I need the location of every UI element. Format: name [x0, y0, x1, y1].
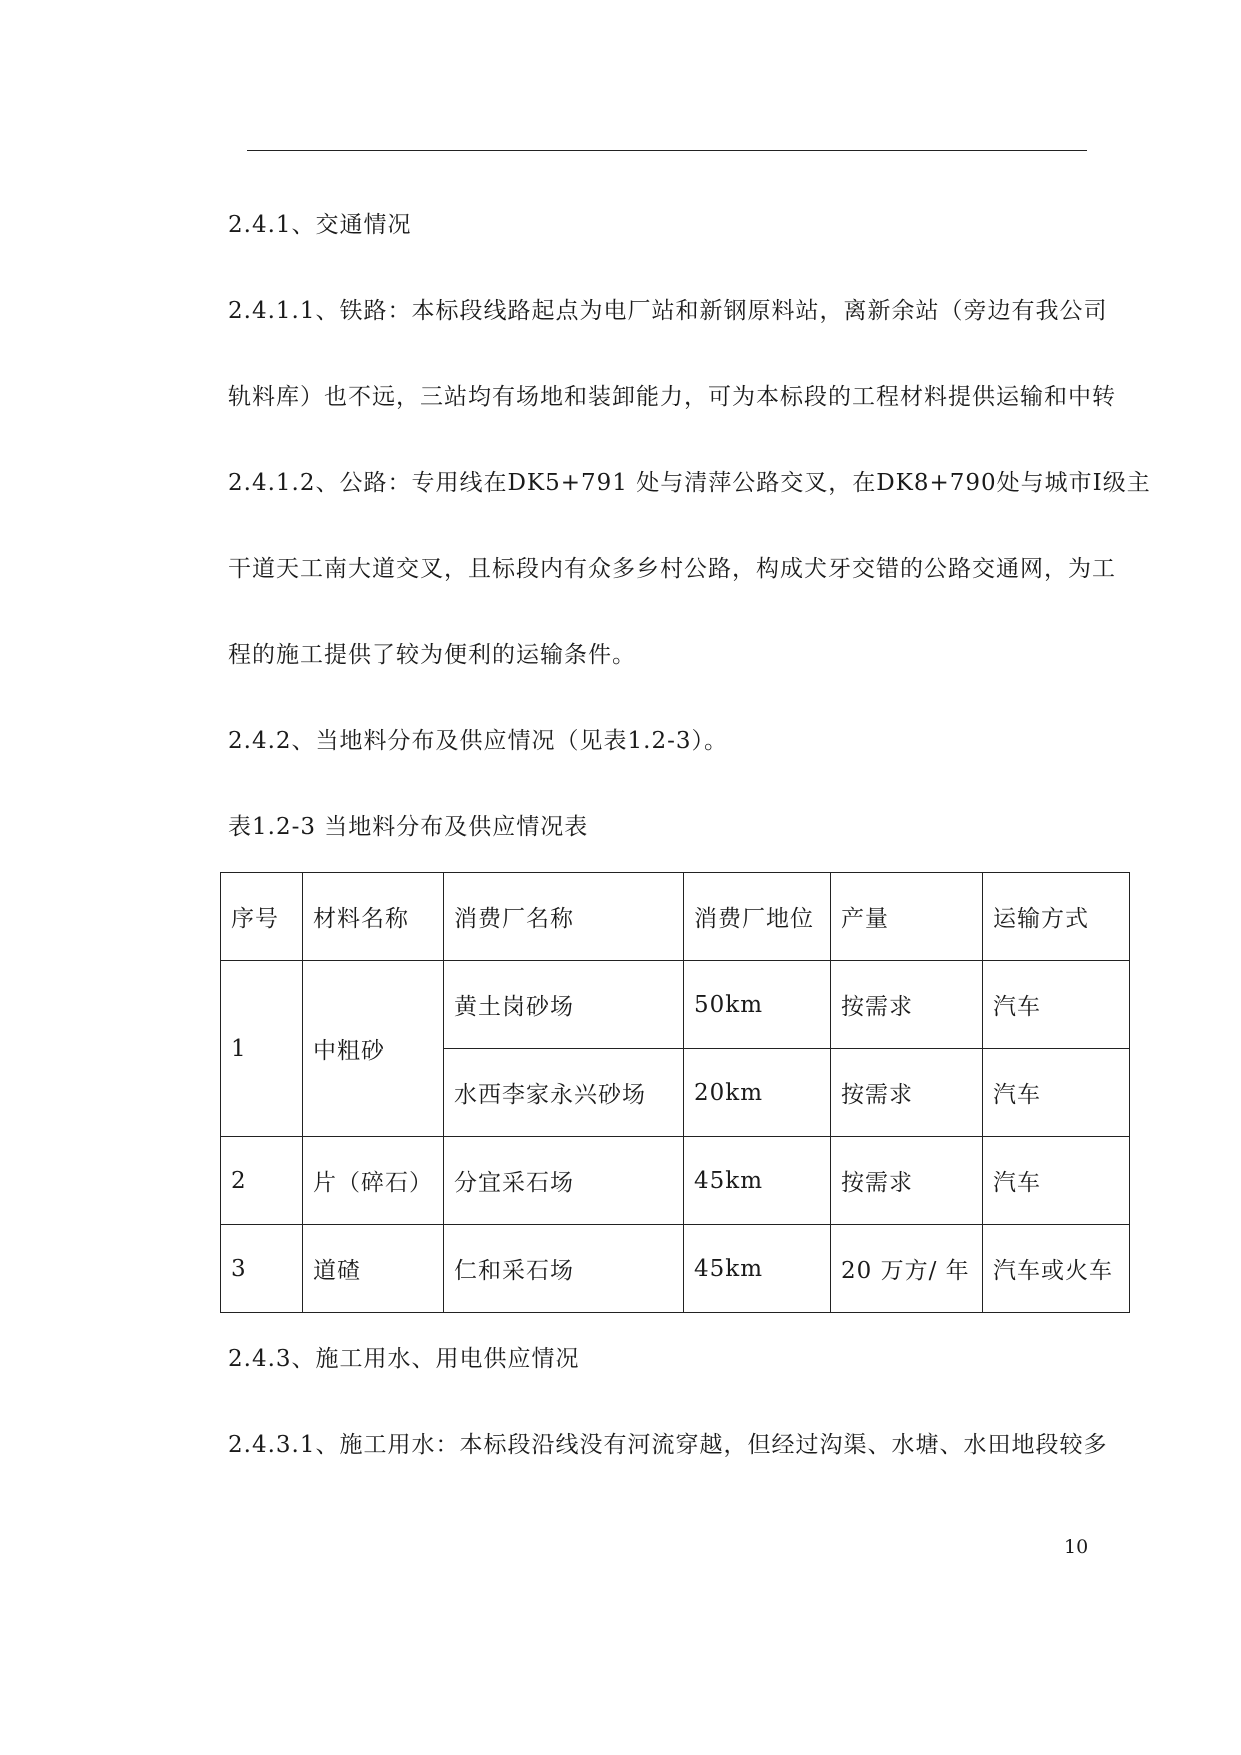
paragraph-highway-line-1: 2.4.1.2、公路：专用线在DK5+791 处与清萍公路交叉，在DK8+790处与城市Ⅰ级主 — [228, 470, 1151, 496]
table-row — [221, 1225, 1130, 1313]
cell-distance: 20km — [684, 1049, 831, 1137]
cell-no: 1 — [221, 961, 303, 1137]
paragraph-highway-line-3: 程的施工提供了较为便利的运输条件。 — [228, 642, 636, 668]
table-row — [221, 961, 1130, 1049]
table-caption: 表1.2-3 当地料分布及供应情况表 — [228, 814, 589, 840]
cell-output: 按需求 — [831, 1049, 983, 1137]
page-number: 10 — [1064, 1536, 1089, 1558]
cell-transport: 汽车 — [983, 1137, 1130, 1225]
cell-distance: 45km — [684, 1225, 831, 1313]
table-header-row — [221, 873, 1130, 961]
cell-material: 中粗砂 — [303, 961, 444, 1137]
cell-output: 按需求 — [831, 1137, 983, 1225]
material-supply-table — [220, 872, 1130, 1313]
cell-material: 片（碎石） — [303, 1137, 444, 1225]
header-cell-transport: 运输方式 — [983, 873, 1130, 961]
paragraph-railway-line-1: 2.4.1.1、铁路：本标段线路起点为电厂站和新钢原料站，离新余站（旁边有我公司 — [228, 298, 1108, 324]
cell-distance: 50km — [684, 961, 831, 1049]
cell-factory: 水西李家永兴砂场 — [444, 1049, 684, 1137]
heading-2-4-2: 2.4.2、当地料分布及供应情况（见表1.2-3）。 — [228, 728, 729, 754]
table-row — [221, 1137, 1130, 1225]
cell-factory: 分宜采石场 — [444, 1137, 684, 1225]
paragraph-water-line-1: 2.4.3.1、施工用水：本标段沿线没有河流穿越，但经过沟渠、水塘、水田地段较多 — [228, 1432, 1108, 1458]
header-cell-factory: 消费厂名称 — [444, 873, 684, 961]
cell-transport: 汽车 — [983, 1049, 1130, 1137]
header-cell-distance: 消费厂地位 — [684, 873, 831, 961]
cell-factory: 黄土岗砂场 — [444, 961, 684, 1049]
cell-no: 2 — [221, 1137, 303, 1225]
cell-output: 按需求 — [831, 961, 983, 1049]
cell-transport: 汽车或火车 — [983, 1225, 1130, 1313]
paragraph-highway-line-2: 干道天工南大道交叉，且标段内有众多乡村公路，构成犬牙交错的公路交通网，为工 — [228, 556, 1116, 582]
cell-material: 道碴 — [303, 1225, 444, 1313]
header-rule — [247, 150, 1087, 151]
paragraph-railway-line-2: 轨料库）也不远，三站均有场地和装卸能力，可为本标段的工程材料提供运输和中转 — [228, 384, 1116, 410]
cell-distance: 45km — [684, 1137, 831, 1225]
header-cell-material: 材料名称 — [303, 873, 444, 961]
header-cell-output: 产量 — [831, 873, 983, 961]
cell-no: 3 — [221, 1225, 303, 1313]
cell-factory: 仁和采石场 — [444, 1225, 684, 1313]
heading-2-4-1: 2.4.1、交通情况 — [228, 212, 412, 238]
cell-transport: 汽车 — [983, 961, 1130, 1049]
header-cell-no: 序号 — [221, 873, 303, 961]
heading-2-4-3: 2.4.3、施工用水、用电供应情况 — [228, 1346, 580, 1372]
cell-output: 20 万方/ 年 — [831, 1225, 983, 1313]
